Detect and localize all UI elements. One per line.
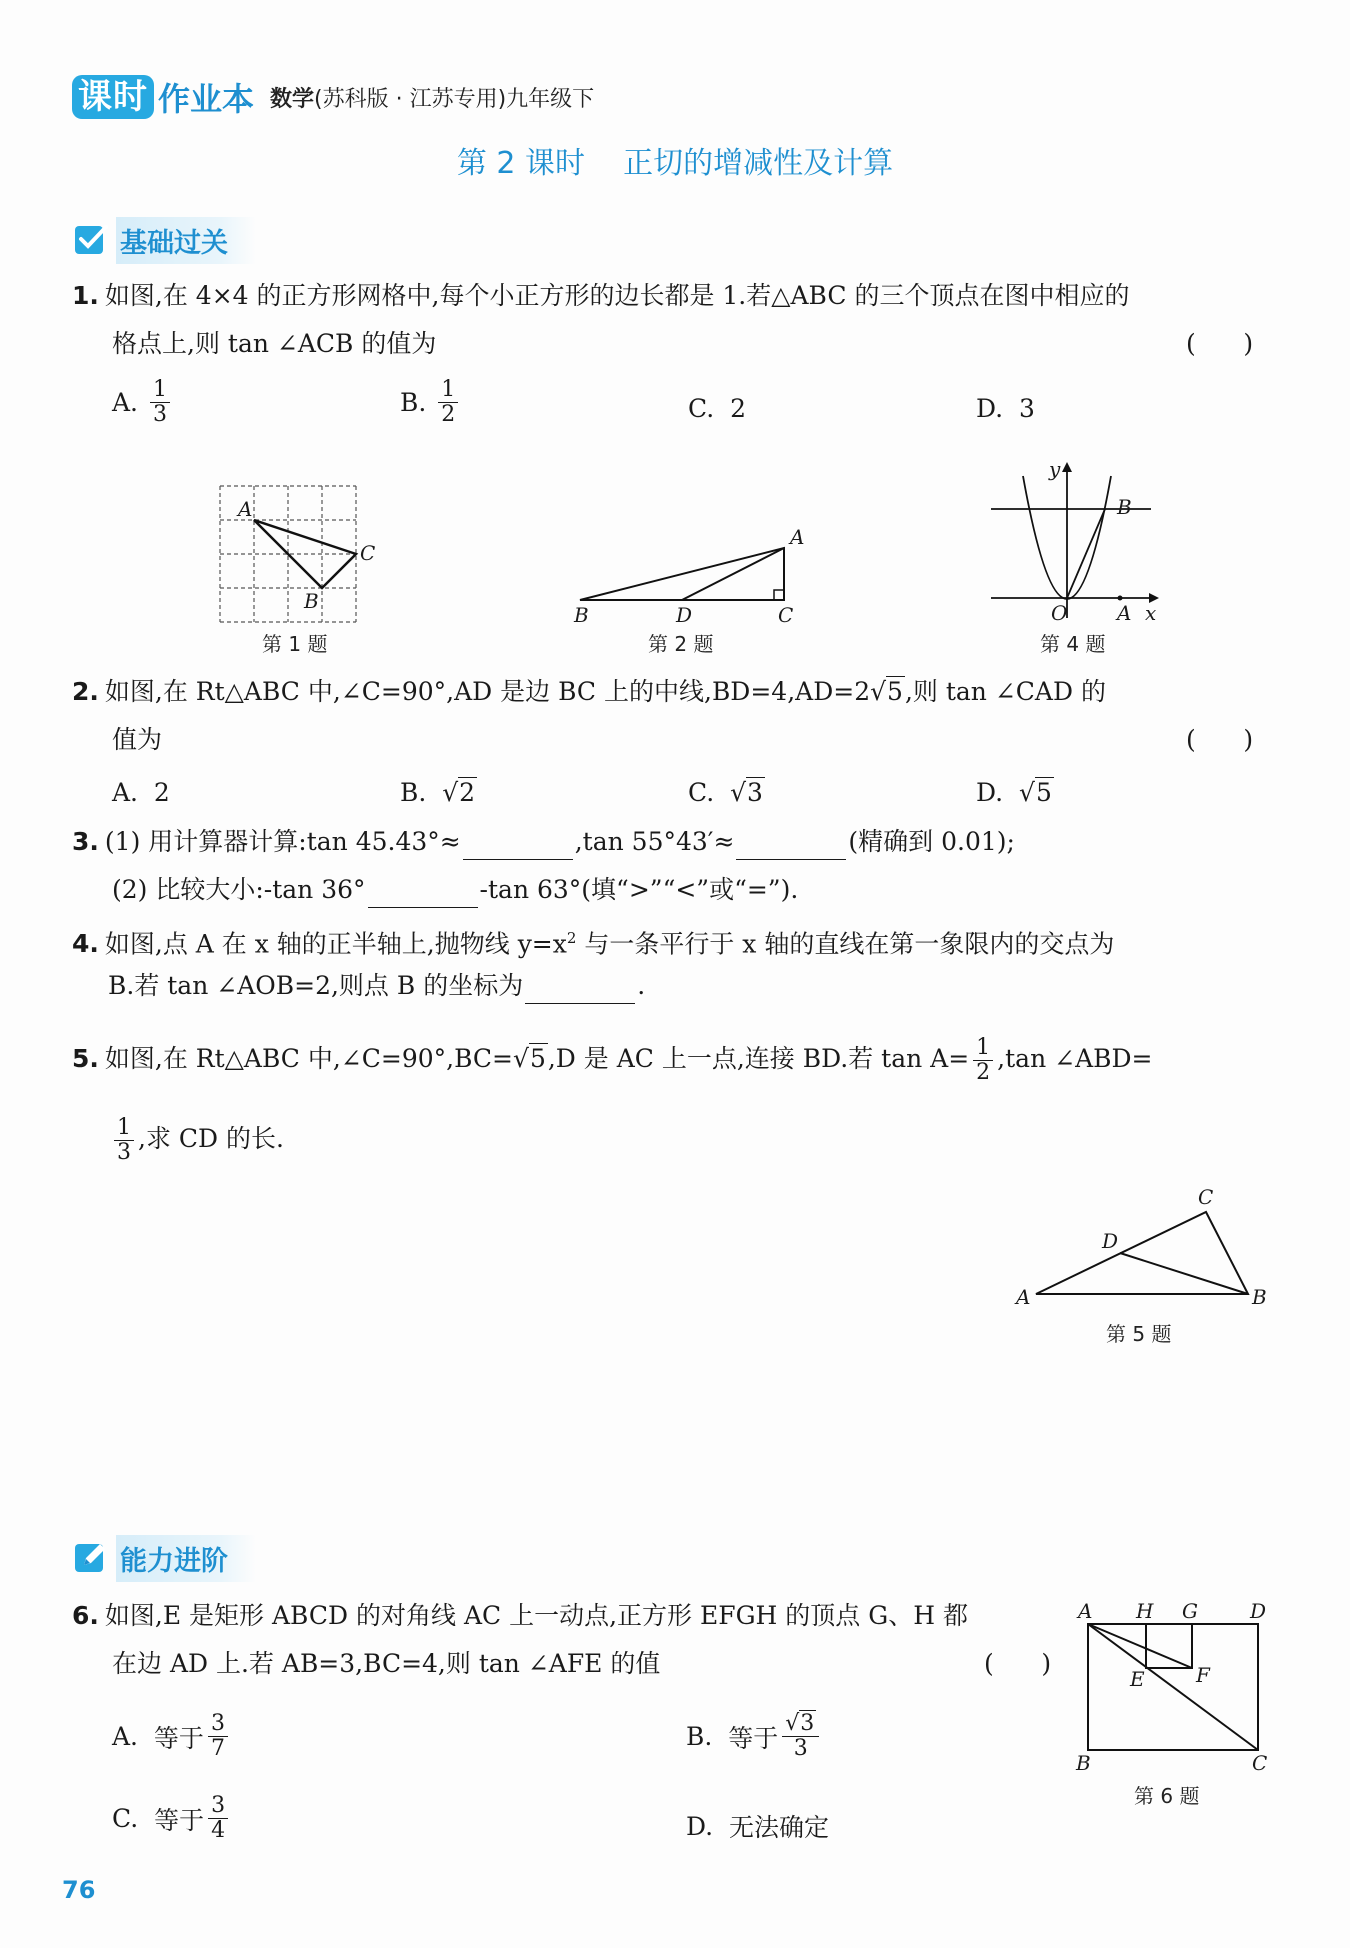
section-advanced-label: 能力进阶 (116, 1535, 256, 1582)
fig6-label-a: A (1078, 1599, 1093, 1623)
fig2-label-c: C (778, 603, 794, 627)
fig6-label-d: D (1250, 1599, 1267, 1623)
fig6-label-b: B (1076, 1751, 1091, 1775)
q1-option-a: A. $\frac{1}{3}$ (112, 378, 174, 427)
q2-answer-paren: ( ) (1186, 725, 1254, 754)
figure-6-caption: 第 6 题 (1134, 1784, 1200, 1808)
figure-4-parabola (985, 456, 1165, 626)
q2-line2: 值为 (112, 725, 163, 754)
figure-1-caption: 第 1 题 (262, 632, 328, 656)
fig2-label-a: A (790, 525, 805, 549)
fig6-label-f: F (1196, 1663, 1210, 1687)
brand-subtitle: 数学(苏科版 · 江苏专用)九年级下 (270, 86, 595, 112)
fig6-label-e: E (1130, 1667, 1145, 1691)
figure-6-rectangle-square (1072, 1596, 1272, 1780)
q1-option-c: C. 2 (688, 394, 746, 423)
checkbox-icon (72, 221, 110, 259)
book-brand (72, 74, 594, 120)
q6-option-b: B. 等于 $\frac{√3}{3}$ (686, 1712, 823, 1761)
q1-answer-paren: ( ) (1186, 329, 1254, 358)
pencil-square-icon (72, 1539, 110, 1577)
section-advanced (72, 1536, 256, 1580)
figure-2-right-triangle (566, 520, 806, 630)
brand-badge: 课时 (72, 75, 154, 119)
q1-line2: 格点上,则 tan ∠ACB 的值为 (112, 329, 437, 358)
q4-line2: B.若 tan ∠AOB=2,则点 B 的坐标为 . (108, 968, 645, 1004)
figure-5-triangle (1010, 1180, 1270, 1310)
q2-option-c: C. √3 (688, 778, 763, 807)
q3-blank-2[interactable] (736, 833, 846, 860)
fig4-label-x: x (1145, 601, 1157, 625)
fig5-label-c: C (1198, 1185, 1214, 1209)
q6-line2: 在边 AD 上.若 AB=3,BC=4,则 tan ∠AFE 的值 (112, 1649, 661, 1678)
q2-option-d: D. √5 (976, 778, 1052, 807)
fig6-label-g: G (1182, 1599, 1198, 1623)
q3-blank-3[interactable] (368, 881, 478, 908)
q1-option-d: D. 3 (976, 394, 1035, 423)
fig6-label-c: C (1252, 1751, 1268, 1775)
q6-option-c: C. 等于 $\frac{3}{4}$ (112, 1794, 232, 1843)
q3-line1: 3. (1) 用计算器计算:tan 45.43°≈ ,tan 55°43′≈ (精确到 0.01); (72, 824, 1015, 860)
fig5-label-d: D (1102, 1229, 1119, 1253)
figure-2-caption: 第 2 题 (648, 632, 714, 656)
section-basic (72, 218, 256, 262)
fig1-label-a: A (238, 497, 253, 521)
section-basic-label: 基础过关 (116, 217, 256, 264)
fig2-label-d: D (676, 603, 693, 627)
figure-4-caption: 第 4 题 (1040, 632, 1106, 656)
q4-line1: 4. 如图,点 A 在 x 轴的正半轴上,抛物线 $y=x^2$ 与一条平行于 x 轴的直线在第一象限内的交点为 (72, 929, 1115, 959)
q2-line1: 2. 如图,在 Rt△ABC 中,∠C=90°,AD 是边 BC 上的中线,BD=4,AD=2√5,则 tan ∠CAD 的 (72, 677, 1106, 706)
fig4-label-o: O (1051, 601, 1068, 625)
fig1-label-b: B (304, 589, 319, 613)
lesson-title: 第 2 课时 正切的增减性及计算 (456, 146, 894, 181)
fig4-label-b: B (1117, 495, 1132, 519)
q5-line2: $\frac{1}{3}$ ,求 CD 的长. (110, 1116, 284, 1165)
q6-answer-paren: ( ) (984, 1649, 1052, 1678)
q1-option-b: B. $\frac{1}{2}$ (400, 378, 462, 427)
fig4-label-y: y (1049, 457, 1061, 481)
q6-option-a: A. 等于 $\frac{3}{7}$ (112, 1712, 232, 1761)
q4-blank[interactable] (525, 977, 635, 1004)
fig2-label-b: B (574, 603, 589, 627)
q2-option-a: A. 2 (112, 778, 170, 807)
q3-line2: (2) 比较大小:-tan 36° -tan 63°(填“>”“<”或“=”). (112, 872, 798, 908)
q2-option-b: B. √2 (400, 778, 476, 807)
fig1-label-c: C (360, 541, 376, 565)
q6-line1: 6. 如图,E 是矩形 ABCD 的对角线 AC 上一动点,正方形 EFGH 的顶点 G、H 都 (72, 1601, 968, 1630)
q6-option-d: D. 无法确定 (686, 1811, 830, 1842)
figure-1-grid-triangle (210, 476, 380, 626)
page-number: 76 (62, 1876, 96, 1904)
fig4-label-a: A (1117, 601, 1132, 625)
q1-line1: 1. 如图,在 4×4 的正方形网格中,每个小正方形的边长都是 1.若△ABC 的三个顶点在图中相应的 (72, 281, 1130, 310)
q3-blank-1[interactable] (463, 833, 573, 860)
q5-line1: 5. 如图,在 Rt△ABC 中,∠C=90°,BC=√5,D 是 AC 上一点,连接 BD.若 tan A= $\frac{1}{2}$ ,tan ∠ABD= (72, 1035, 1153, 1085)
fig6-label-h: H (1136, 1599, 1154, 1623)
fig5-label-b: B (1252, 1285, 1267, 1309)
figure-5-caption: 第 5 题 (1106, 1322, 1172, 1346)
brand-name: 作业本 (158, 80, 255, 118)
fig5-label-a: A (1016, 1285, 1031, 1309)
